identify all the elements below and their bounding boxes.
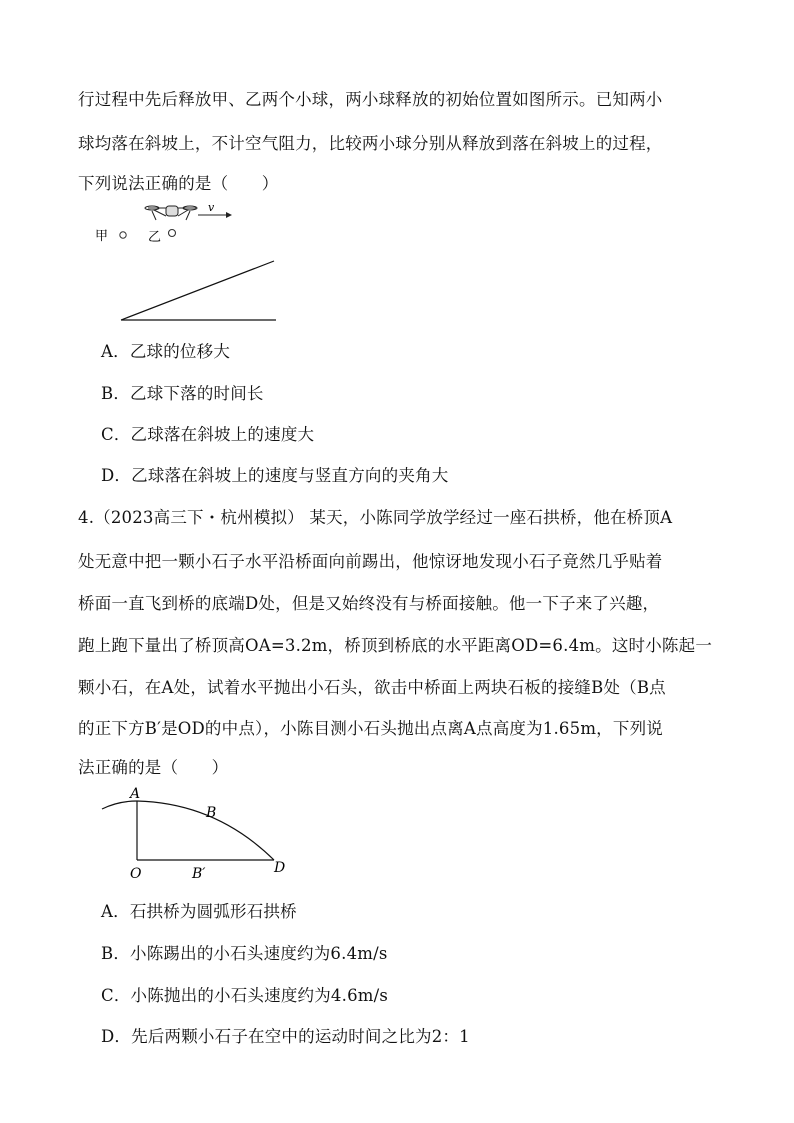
q4-stem-line-6: 的正下方B′是OD的中点），小陈目测小石头抛出点离A点高度为1.65m，下列说 bbox=[78, 719, 663, 738]
bridge-deck-left bbox=[102, 801, 137, 809]
q3-stem-line-1: 行过程中先后释放甲、乙两个小球，两小球释放的初始位置如图所示。已知两小 bbox=[78, 90, 663, 109]
q3-option-c: C．乙球落在斜坡上的速度大 bbox=[101, 425, 315, 444]
q4-stem-line-7: 法正确的是（ ） bbox=[78, 758, 229, 777]
label-O: O bbox=[130, 866, 142, 882]
q3-option-d: D．乙球落在斜坡上的速度与竖直方向的夹角大 bbox=[101, 466, 449, 485]
label-A: A bbox=[130, 786, 141, 802]
q4-stem-line-2: 处无意中把一颗小石子水平沿桥面向前踢出，他惊讶地发现小石子竟然几乎贴着 bbox=[78, 552, 663, 571]
q3-figure bbox=[90, 196, 290, 326]
velocity-arrowhead bbox=[226, 212, 232, 218]
q4-option-d: D．先后两颗小石子在空中的运动时间之比为2：1 bbox=[101, 1027, 470, 1046]
q4-stem-line-3: 桥面一直飞到桥的底端D处，但是又始终没有与桥面接触。他一下子来了兴趣， bbox=[78, 594, 660, 613]
q4-figure bbox=[96, 782, 296, 886]
slope-incline bbox=[121, 261, 274, 320]
ball-yi bbox=[169, 230, 176, 237]
q4-option-b: B．小陈踢出的小石头速度约为6.4m/s bbox=[101, 944, 388, 963]
q3-option-b: B．乙球下落的时间长 bbox=[101, 384, 264, 403]
label-v: v bbox=[208, 201, 215, 214]
label-B-prime: B′ bbox=[192, 866, 206, 882]
ball-jia bbox=[120, 232, 126, 238]
q3-stem-line-2: 球均落在斜坡上，不计空气阻力，比较两小球分别从释放到落在斜坡上的过程， bbox=[78, 134, 663, 153]
q4-option-a: A．石拱桥为圆弧形石拱桥 bbox=[101, 902, 297, 921]
drone-icon bbox=[145, 206, 197, 220]
label-yi: 乙 bbox=[148, 230, 162, 245]
q4-stem-line-4: 跑上跑下量出了桥顶高OA=3.2m，桥顶到桥底的水平距离OD=6.4m。这时小陈起一 bbox=[78, 636, 713, 655]
q3-option-a: A．乙球的位移大 bbox=[101, 342, 231, 361]
q3-stem-line-3: 下列说法正确的是（ ） bbox=[78, 174, 279, 193]
q4-option-c: C．小陈抛出的小石头速度约为4.6m/s bbox=[101, 986, 389, 1005]
label-B: B bbox=[206, 805, 217, 821]
q4-stem-line-5: 颗小石，在A处，试着水平抛出小石头，欲击中桥面上两块石板的接缝B处（B点 bbox=[78, 678, 666, 697]
label-jia: 甲 bbox=[95, 229, 109, 244]
q4-stem-line-1: 4.（2023高三下・杭州模拟） 某天，小陈同学放学经过一座石拱桥，他在桥顶A bbox=[78, 508, 673, 527]
label-D: D bbox=[274, 860, 286, 876]
